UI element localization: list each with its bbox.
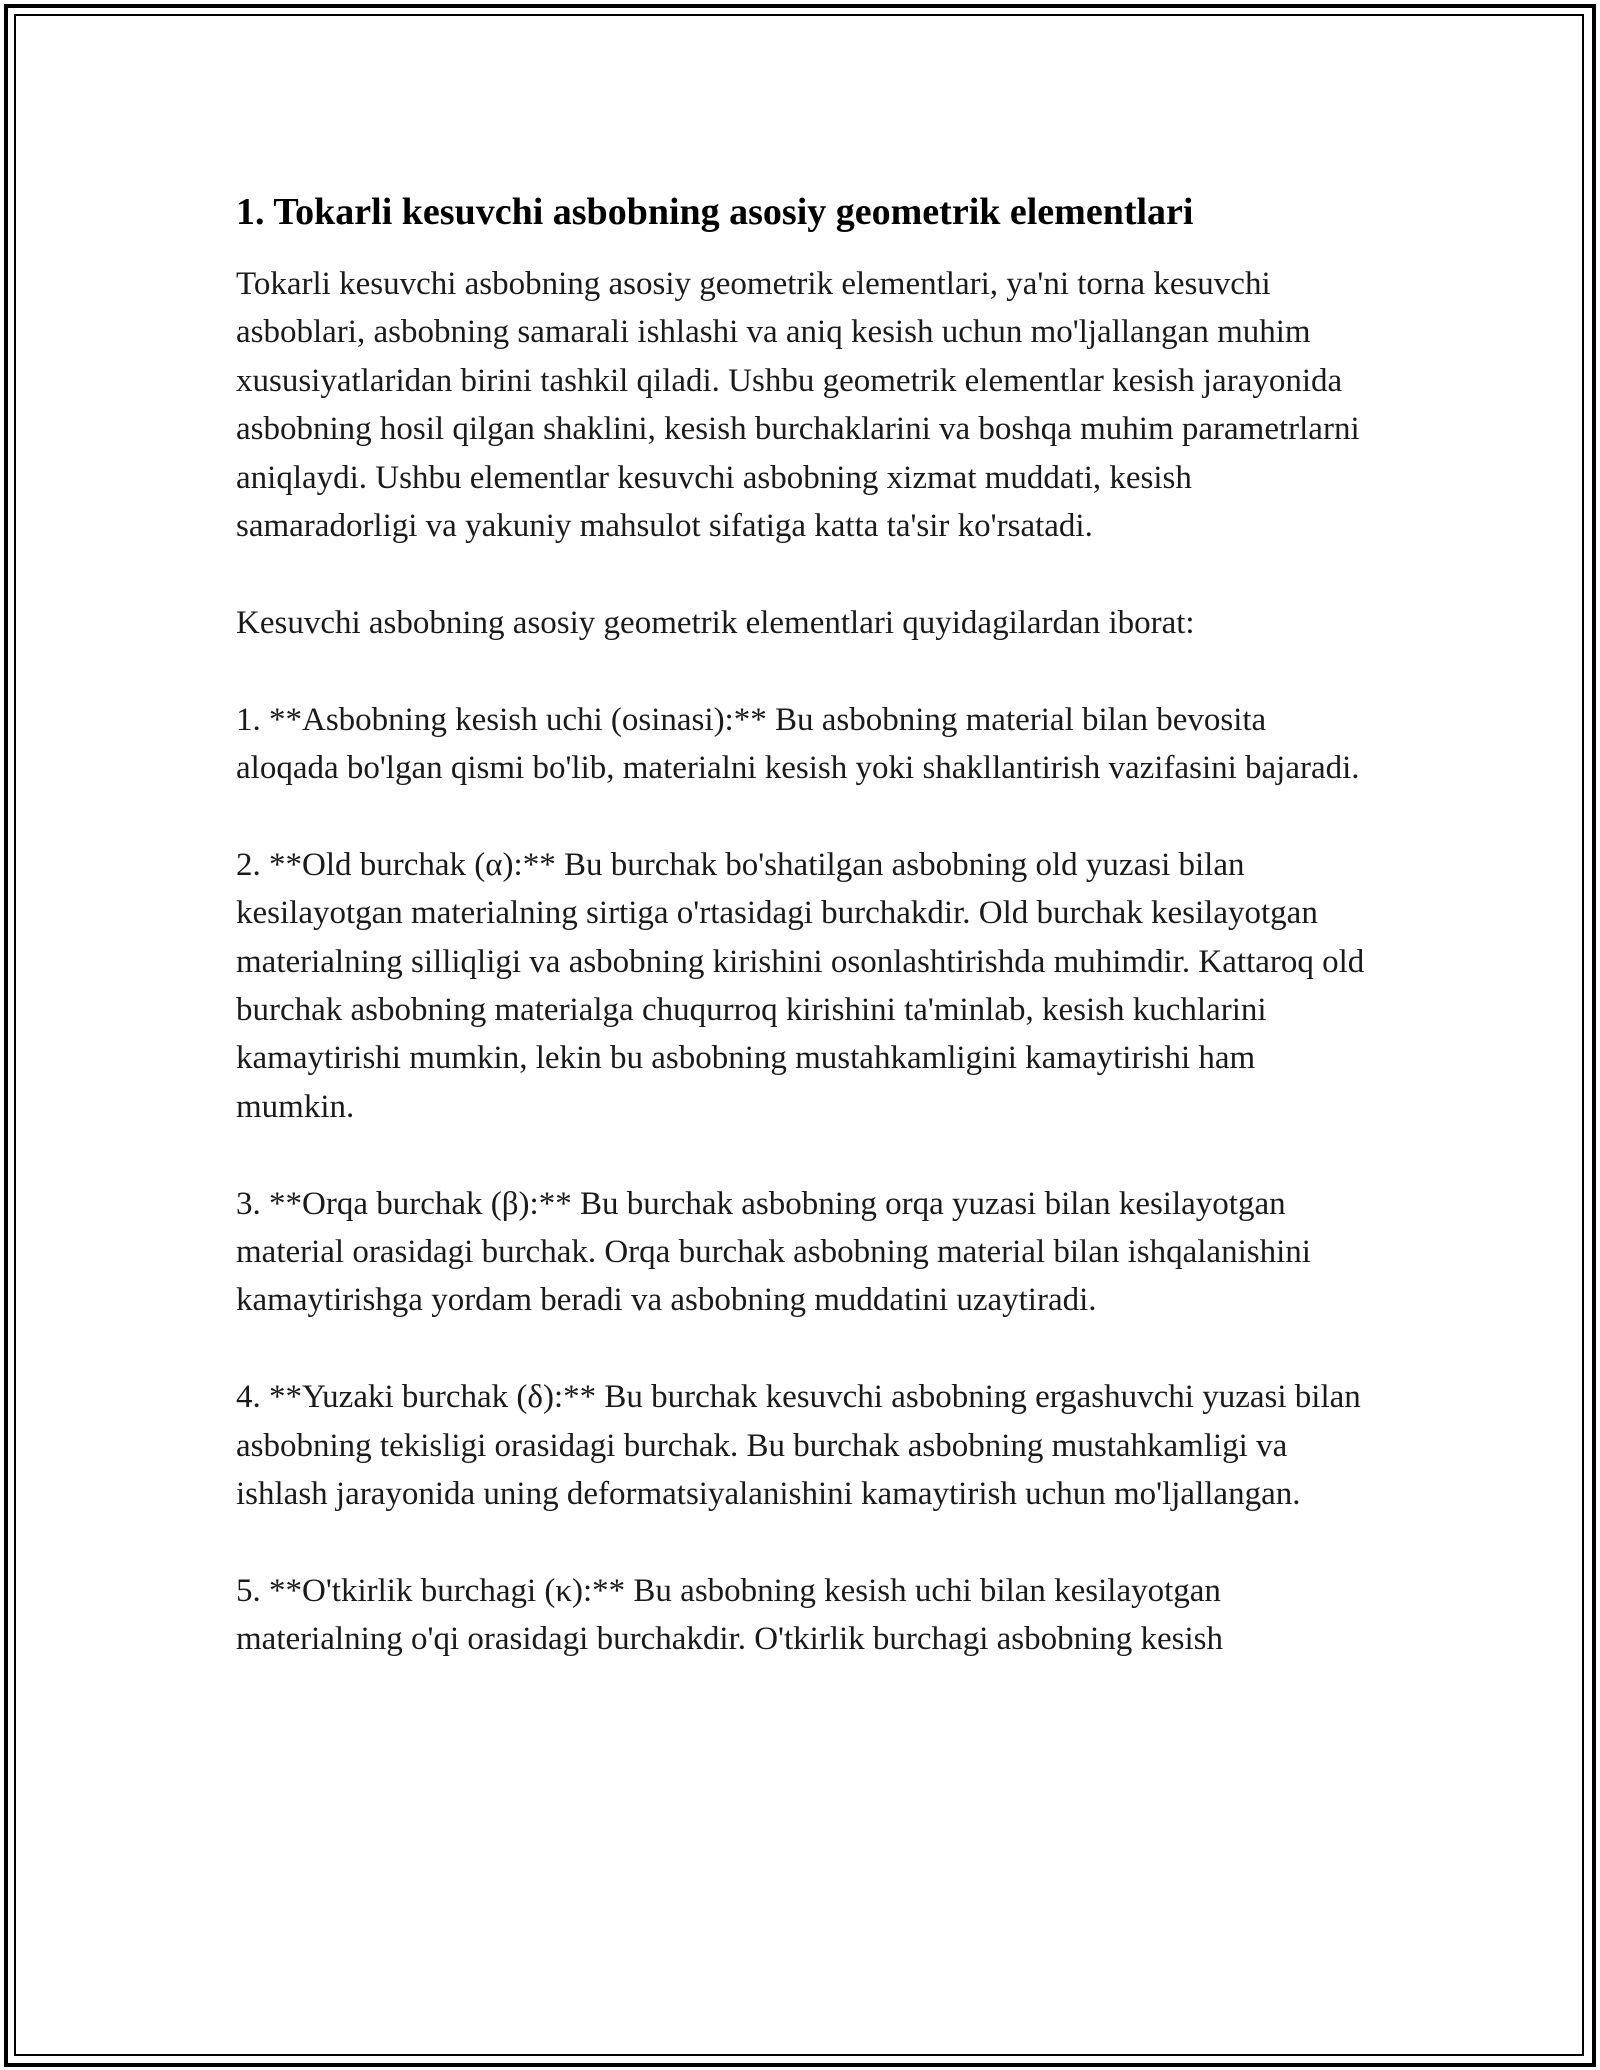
document-title: 1. Tokarli kesuvchi asbobning asosiy geometrik elementlari: [236, 191, 1194, 233]
list-item-cutting-tip: 1. **Asbobning kesish uchi (osinasi):** Bu asbobning material bilan bevosita aloqada bo'lgan qismi bo'lib, materialni kesish yoki shakllantirish vazifasini bajaradi.: [236, 701, 1360, 787]
document-body: [236, 186, 1373, 1712]
list-item-surface-angle: 4. **Yuzaki burchak (δ):** Bu burchak kesuvchi asbobning ergashuvchi yuzasi bilan asbobning tekisligi orasidagi burchak. Bu burchak asbobning mustahkamligi va ishlash jarayonida uning deformatsiyalanishini kamaytirish uchun mo'ljallangan.: [236, 1379, 1370, 1513]
list-intro-paragraph: Kesuvchi asbobning asosiy geometrik elementlari quyidagilardan iborat:: [236, 604, 1195, 641]
list-item-clearance-angle: 3. **Orqa burchak (β):** Bu burchak asbobning orqa yuzasi bilan kesilayotgan material orasidagi burchak. Orqa burchak asbobning material bilan ishqalanishini kamaytirishga yordam beradi va asbobning muddatini uzaytiradi.: [236, 1185, 1320, 1319]
list-item-sharpness-angle: 5. **O'tkirlik burchagi (κ):** Bu asbobning kesish uchi bilan kesilayotgan materialning o'qi orasidagi burchakdir. O'tkirlik burchagi asbobning kesish: [236, 1572, 1230, 1658]
intro-paragraph: Tokarli kesuvchi asbobning asosiy geometrik elementlari, ya'ni torna kesuvchi asboblari, asbobning samarali ishlashi va aniq kesish uchun mo'ljallangan muhim xususiyatlaridan birini tashkil qiladi. Ushbu geometrik elementlar kesish jarayonida asbobning hosil qilgan shaklini, kesish burchaklarini va boshqa muhim parametrlarni aniqlaydi. Ushbu elementlar kesuvchi asbobning xizmat muddati, kesish samaradorligi va yakuniy mahsulot sifatiga katta ta'sir ko'rsatadi.: [236, 266, 1368, 545]
list-item-rake-angle: 2. **Old burchak (α):** Bu burchak bo'shatilgan asbobning old yuzasi bilan kesilayotgan materialning sirtiga o'rtasidagi burchakdir. Old burchak kesilayotgan materialning silliqligi va asbobning kirishini osonlashtirishda muhimdir. Kattaroq old burchak asbobning materialga chuqurroq kirishini ta'minlab, kesish kuchlarini kamaytirishi mumkin, lekin bu asbobning mustahkamligini kamaytirishi ham mumkin.: [236, 846, 1373, 1125]
